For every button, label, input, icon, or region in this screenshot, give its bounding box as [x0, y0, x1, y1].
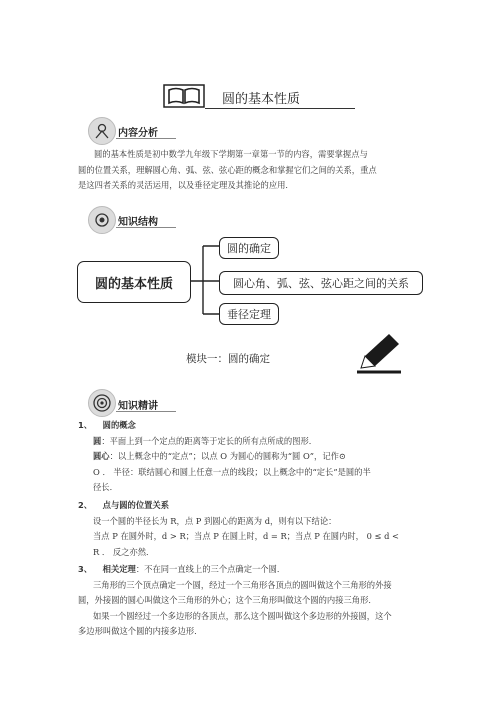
definition-text: 三角形的三个顶点确定一个圆，经过一个三角形各顶点的圆叫做这个三角形的外接 — [93, 579, 392, 590]
item-number: 1、 — [78, 420, 93, 430]
analysis-line: 圆的基本性质是初中数学九年级下学期第一章第一节的内容，需要掌握点与 — [94, 149, 368, 159]
analysis-line: 圆的位置关系，理解圆心角、弧、弦、弦心距的概念和掌握它们之间的关系，重点 — [78, 164, 377, 175]
pencil-icon — [353, 330, 405, 374]
mindmap-branch-relations: 圆心角、弧、弦、弦心距之间的关系 — [219, 271, 423, 295]
definition-text: 多边形叫做这个圆的内接多边形． — [78, 626, 203, 636]
analysis-paragraph — [78, 147, 438, 194]
definition-text: O ． 半径：联结圆心和圆上任意一点的线段；以上概念中的“定长”是圆的半 — [93, 466, 371, 477]
definition-text: ：以上概念中的“定点”；以点 O 为圆心的圆称为“圆 O”，记作⊙ — [109, 451, 346, 461]
section-underline — [116, 411, 176, 412]
mindmap-root: 圆的基本性质 — [77, 261, 191, 303]
definition-text: 径长． — [93, 482, 118, 492]
title-underline — [205, 108, 355, 109]
item-title: 点与圆的位置关系 — [102, 500, 170, 510]
structure-icon — [88, 206, 116, 234]
mindmap-branch-determination: 圆的确定 — [219, 237, 279, 259]
definition-text: 当点 P 在圆外时，d > R；当点 P 在圆上时，d = R；当点 P 在圆内时， 0 ≤ d < — [93, 531, 400, 541]
page-title: 圆的基本性质 — [222, 92, 301, 107]
analysis-line: 是这四者关系的灵活运用，以及垂径定理及其推论的应用． — [78, 180, 294, 190]
item-title-tail: ：不在同一直线上的三个点确定一个圆． — [135, 564, 286, 574]
term: 圆 — [93, 435, 102, 446]
definition-text: 如果一个圆经过一个多边形的各顶点，那么这个圆叫做这个多边形的外接圆，这个 — [93, 610, 392, 621]
module-title: 模块一：圆的确定 — [186, 353, 270, 365]
item-title: 圆的概念 — [102, 420, 136, 430]
item-number: 3、 — [78, 564, 93, 574]
target-icon — [88, 389, 116, 417]
knowledge-item-2 — [78, 498, 448, 560]
book-icon — [163, 84, 205, 108]
section-title-structure: 知识结构 — [118, 217, 158, 228]
section-title-analysis: 内容分析 — [118, 128, 158, 139]
knowledge-item-3 — [78, 562, 448, 640]
analysis-icon — [88, 117, 116, 145]
definition-text: ：平面上到一个定点的距离等于定长的所有点所成的图形． — [101, 435, 318, 446]
knowledge-item-1 — [78, 418, 438, 496]
item-number: 2、 — [78, 500, 93, 510]
item-title: 相关定理 — [102, 564, 136, 574]
section-underline — [116, 227, 176, 228]
term: 圆心 — [93, 451, 110, 461]
section-title-lecture: 知识精讲 — [118, 401, 158, 412]
definition-text: R ． 反之亦然． — [93, 546, 155, 557]
definition-text: 设一个圆的半径长为 R，点 P 到圆心的距离为 d，则有以下结论： — [93, 515, 337, 526]
definition-text: 圆，外接圆的圆心叫做这个三角形的外心；这个三角形叫做这个圆的内接三角形． — [78, 595, 377, 605]
mindmap-branch-perpendicular-diameter: 垂径定理 — [219, 303, 279, 325]
section-underline — [116, 138, 176, 139]
